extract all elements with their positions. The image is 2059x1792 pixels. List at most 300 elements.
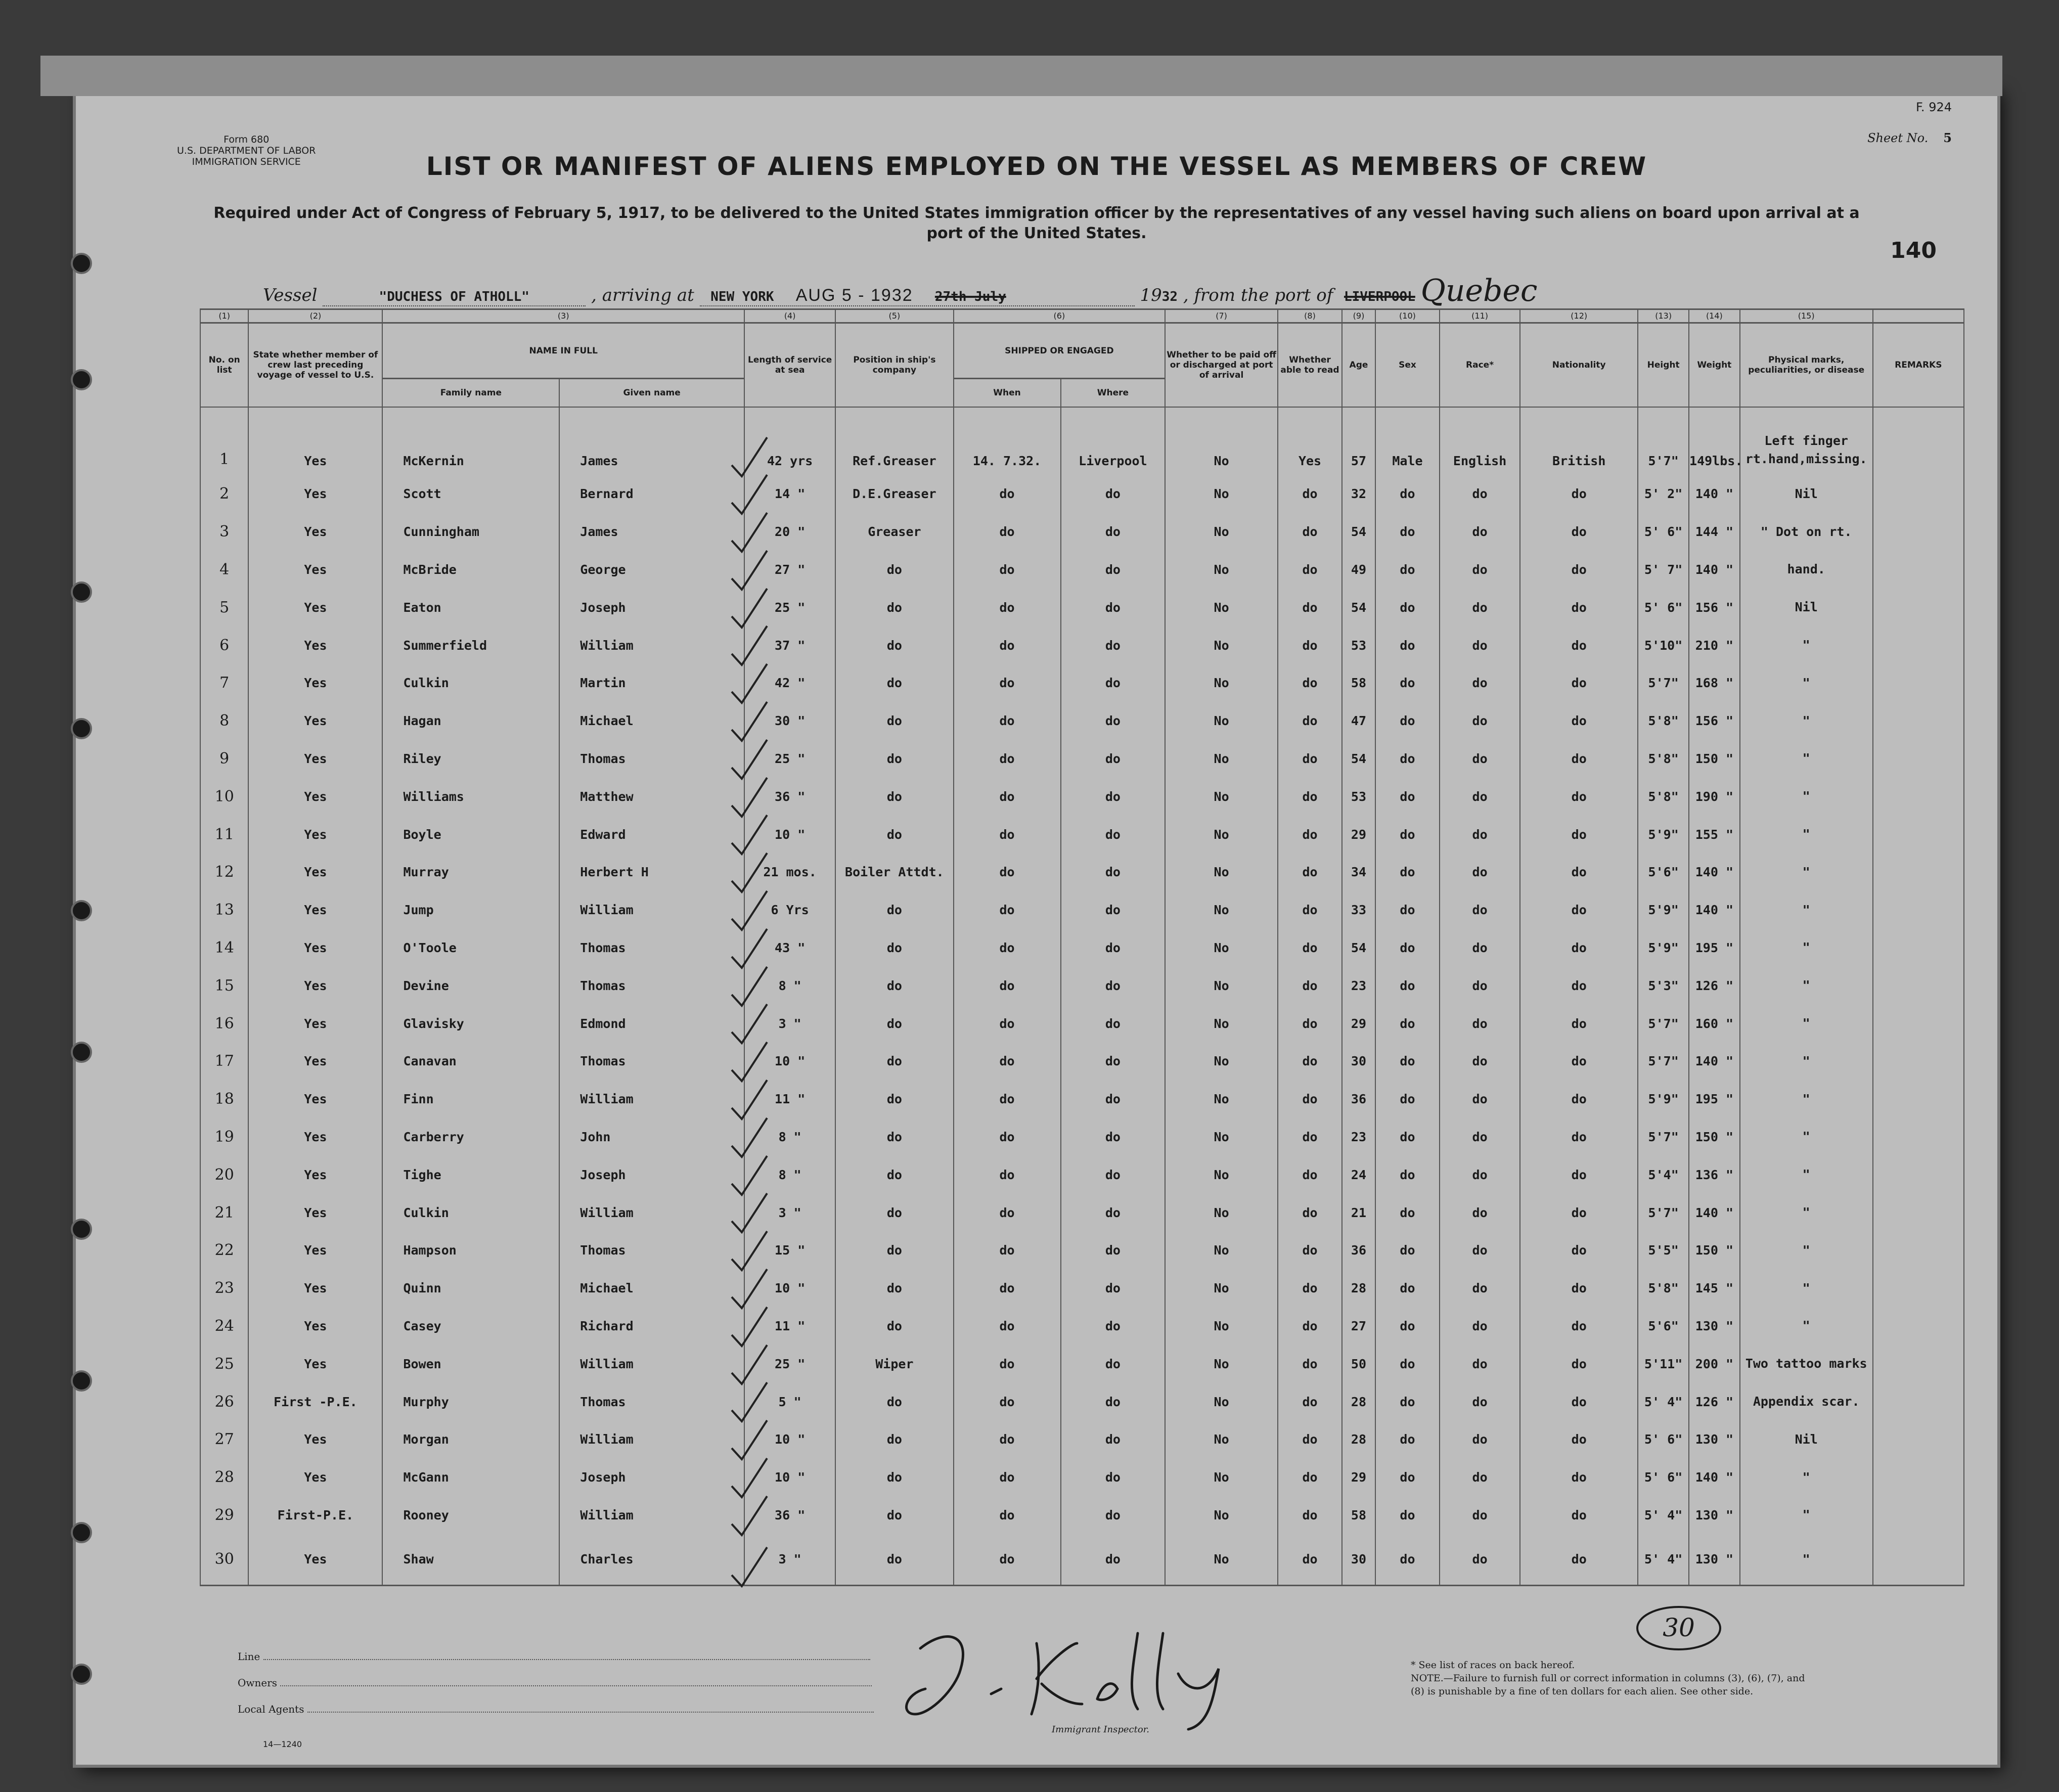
previous-voyage-cell: Yes [248, 589, 382, 626]
remarks-cell [1873, 967, 1964, 1005]
paid-off-cell: No [1165, 626, 1278, 664]
check-mark-stroke [732, 1042, 767, 1081]
check-mark-stroke [732, 1458, 767, 1497]
ship-position-cell: do [835, 1458, 953, 1496]
able-to-read-cell: do [1278, 816, 1342, 854]
ship-position-cell: do [835, 1156, 953, 1194]
family-name-cell: Canavan [382, 1042, 559, 1080]
family-name-cell: Shaw [382, 1534, 559, 1586]
sex-cell: do [1375, 1118, 1440, 1156]
row-number-cell: 3 [200, 513, 248, 551]
check-mark-stroke [732, 891, 767, 930]
crew-rows [200, 407, 1964, 1586]
table-row [200, 551, 1964, 589]
nationality-cell: do [1520, 1496, 1638, 1534]
service-length-cell: 3 " [744, 1534, 835, 1586]
header-age: Age [1342, 323, 1375, 407]
table-row [200, 1307, 1964, 1345]
table-row [200, 1118, 1964, 1156]
able-to-read-cell: do [1278, 778, 1342, 816]
paid-off-cell: No [1165, 853, 1278, 891]
shipped-when-cell: do [954, 778, 1061, 816]
nationality-cell: do [1520, 1156, 1638, 1194]
physical-marks-cell: Nil [1740, 589, 1873, 626]
ship-position-cell: do [835, 551, 953, 589]
table-row [200, 1534, 1964, 1586]
family-name-cell: Rooney [382, 1496, 559, 1534]
physical-marks-cell: " [1740, 664, 1873, 702]
nationality-cell: do [1520, 740, 1638, 778]
given-name-cell: James [559, 407, 744, 475]
given-name-cell: Michael [559, 1269, 744, 1307]
year-suffix: 32 [1161, 289, 1178, 304]
shipped-when-cell: do [954, 1231, 1061, 1269]
previous-voyage-cell: Yes [248, 513, 382, 551]
height-cell: 5' 7" [1638, 551, 1689, 589]
remarks-cell [1873, 664, 1964, 702]
paid-off-cell: No [1165, 551, 1278, 589]
shipped-when-cell: do [954, 1269, 1061, 1307]
previous-voyage-cell: Yes [248, 1269, 382, 1307]
inspector-label: Immigrant Inspector. [1052, 1724, 1150, 1735]
given-name-cell: Edmond [559, 1005, 744, 1043]
row-number-cell: 22 [200, 1231, 248, 1269]
nationality-cell: do [1520, 1534, 1638, 1586]
physical-marks-cell: " [1740, 778, 1873, 816]
age-cell: 36 [1342, 1231, 1375, 1269]
given-name-cell: Bernard [559, 475, 744, 513]
able-to-read-cell: do [1278, 1156, 1342, 1194]
weight-cell: 130 " [1689, 1420, 1740, 1458]
shipped-when-cell: do [954, 1307, 1061, 1345]
row-number-cell: 30 [200, 1534, 248, 1586]
form-code: F. 924 [1915, 100, 1952, 114]
given-name-cell: George [559, 551, 744, 589]
header-where: Where [1061, 379, 1166, 407]
family-name-cell: Quinn [382, 1269, 559, 1307]
able-to-read-cell: do [1278, 1231, 1342, 1269]
previous-voyage-cell: First-P.E. [248, 1496, 382, 1534]
weight-cell: 149lbs. [1689, 407, 1740, 475]
shipped-where-cell: do [1061, 1118, 1166, 1156]
family-name-cell: Cunningham [382, 513, 559, 551]
shipped-when-cell: do [954, 1194, 1061, 1232]
weight-cell: 156 " [1689, 702, 1740, 740]
family-name-cell: Devine [382, 967, 559, 1005]
age-cell: 54 [1342, 589, 1375, 626]
able-to-read-cell: do [1278, 891, 1342, 929]
shipped-where-cell: do [1061, 702, 1166, 740]
footer-form-code: 14—1240 [263, 1739, 302, 1749]
given-name-cell: Thomas [559, 1383, 744, 1421]
table-row [200, 929, 1964, 967]
remarks-cell [1873, 1042, 1964, 1080]
row-number-cell: 19 [200, 1118, 248, 1156]
family-name-cell: Jump [382, 891, 559, 929]
weight-cell: 130 " [1689, 1496, 1740, 1534]
physical-marks-cell: " [1740, 1307, 1873, 1345]
age-cell: 58 [1342, 1496, 1375, 1534]
shipped-where-cell: Liverpool [1061, 407, 1166, 475]
ship-position-cell: Ref.Greaser [835, 407, 953, 475]
weight-cell: 200 " [1689, 1345, 1740, 1383]
header-shipped-engaged: SHIPPED OR ENGAGED [954, 323, 1166, 379]
previous-voyage-cell: Yes [248, 1458, 382, 1496]
weight-cell: 156 " [1689, 589, 1740, 626]
age-cell: 28 [1342, 1383, 1375, 1421]
shipped-where-cell: do [1061, 626, 1166, 664]
previous-voyage-cell: Yes [248, 740, 382, 778]
service-length-cell: 30 " [744, 702, 835, 740]
given-name-cell: William [559, 626, 744, 664]
col-num: (12) [1520, 309, 1638, 323]
sex-cell: do [1375, 967, 1440, 1005]
sex-cell: do [1375, 778, 1440, 816]
able-to-read-cell: do [1278, 853, 1342, 891]
nationality-cell: do [1520, 475, 1638, 513]
row-number-cell: 4 [200, 551, 248, 589]
row-number-cell: 18 [200, 1080, 248, 1118]
service-length-cell: 42 yrs [744, 407, 835, 475]
age-cell: 30 [1342, 1042, 1375, 1080]
nationality-cell: do [1520, 1005, 1638, 1043]
paid-off-cell: No [1165, 740, 1278, 778]
paid-off-cell: No [1165, 1383, 1278, 1421]
shipped-where-cell: do [1061, 1269, 1166, 1307]
physical-marks-cell: " [1740, 1458, 1873, 1496]
nationality-cell: do [1520, 1345, 1638, 1383]
weight-cell: 155 " [1689, 816, 1740, 854]
table-row [200, 407, 1964, 475]
sex-cell: do [1375, 1231, 1440, 1269]
service-length-cell: 25 " [744, 1345, 835, 1383]
shipped-where-cell: do [1061, 1231, 1166, 1269]
service-length-cell: 8 " [744, 967, 835, 1005]
binder-hole [71, 1042, 92, 1063]
able-to-read-cell: do [1278, 1005, 1342, 1043]
col-num: (5) [835, 309, 953, 323]
shipped-when-cell: do [954, 929, 1061, 967]
from-label: , from the port of [1183, 285, 1333, 305]
col-num [1873, 309, 1964, 323]
col-num: (3) [382, 309, 744, 323]
header-when: When [954, 379, 1061, 407]
able-to-read-cell: do [1278, 1080, 1342, 1118]
shipped-where-cell: do [1061, 967, 1166, 1005]
header-able-read: Whether able to read [1278, 323, 1342, 407]
family-name-cell: McBride [382, 551, 559, 589]
table-row [200, 1420, 1964, 1458]
year-prefix: 19 [1140, 285, 1162, 305]
check-mark-stroke [732, 664, 767, 703]
age-cell: 32 [1342, 475, 1375, 513]
previous-voyage-cell: Yes [248, 853, 382, 891]
table-row [200, 1383, 1964, 1421]
age-cell: 33 [1342, 891, 1375, 929]
row-number-cell: 12 [200, 853, 248, 891]
race-cell: do [1440, 1534, 1520, 1586]
paid-off-cell: No [1165, 1042, 1278, 1080]
table-row [200, 702, 1964, 740]
page-number: 140 [1890, 238, 1937, 263]
race-cell: do [1440, 1496, 1520, 1534]
height-cell: 5'7" [1638, 1005, 1689, 1043]
binder-hole [71, 253, 92, 274]
given-name-cell: William [559, 1496, 744, 1534]
crew-manifest-table [200, 308, 1964, 1586]
height-cell: 5' 4" [1638, 1496, 1689, 1534]
sex-cell: do [1375, 1383, 1440, 1421]
nationality-cell: do [1520, 891, 1638, 929]
row-number-cell: 10 [200, 778, 248, 816]
able-to-read-cell: do [1278, 1194, 1342, 1232]
sex-cell: do [1375, 1156, 1440, 1194]
service-length-cell: 15 " [744, 1231, 835, 1269]
able-to-read-cell: do [1278, 1383, 1342, 1421]
height-cell: 5' 6" [1638, 513, 1689, 551]
paid-off-cell: No [1165, 1534, 1278, 1586]
inspector-signature [885, 1613, 1279, 1734]
previous-voyage-cell: Yes [248, 1307, 382, 1345]
weight-cell: 150 " [1689, 1118, 1740, 1156]
remarks-cell [1873, 816, 1964, 854]
header-row-1 [200, 323, 1964, 379]
remarks-cell [1873, 1458, 1964, 1496]
ship-position-cell: Greaser [835, 513, 953, 551]
height-cell: 5'9" [1638, 816, 1689, 854]
previous-voyage-cell: Yes [248, 1194, 382, 1232]
height-cell: 5' 2" [1638, 475, 1689, 513]
nationality-cell: do [1520, 1194, 1638, 1232]
physical-marks-cell: " [1740, 1118, 1873, 1156]
physical-marks-cell: " [1740, 1005, 1873, 1043]
check-mark-stroke [732, 1307, 767, 1346]
circled-count-text: 30 [1663, 1613, 1695, 1642]
family-name-cell: Williams [382, 778, 559, 816]
age-cell: 29 [1342, 1458, 1375, 1496]
physical-marks-cell: " [1740, 1496, 1873, 1534]
paid-off-cell: No [1165, 702, 1278, 740]
sheet-number [1867, 130, 1952, 145]
nationality-cell: do [1520, 853, 1638, 891]
physical-marks-cell: " [1740, 1042, 1873, 1080]
sex-cell: do [1375, 475, 1440, 513]
binder-hole [71, 900, 92, 921]
row-number-cell: 8 [200, 702, 248, 740]
service-length-cell: 20 " [744, 513, 835, 551]
paid-off-cell: No [1165, 778, 1278, 816]
remarks-cell [1873, 1383, 1964, 1421]
row-number-cell: 23 [200, 1269, 248, 1307]
physical-marks-cell: " [1740, 1080, 1873, 1118]
check-mark-stroke [732, 778, 767, 817]
paid-off-cell: No [1165, 589, 1278, 626]
shipped-where-cell: do [1061, 1420, 1166, 1458]
race-cell: do [1440, 1420, 1520, 1458]
given-name-cell: William [559, 1420, 744, 1458]
given-name-cell: William [559, 1080, 744, 1118]
shipped-when-cell: do [954, 1345, 1061, 1383]
race-cell: do [1440, 589, 1520, 626]
row-number-cell: 16 [200, 1005, 248, 1043]
remarks-cell [1873, 475, 1964, 513]
ship-position-cell: do [835, 1118, 953, 1156]
agents-label: Local Agents [238, 1703, 304, 1715]
nationality-cell: do [1520, 1269, 1638, 1307]
able-to-read-cell: do [1278, 1118, 1342, 1156]
col-num: (7) [1165, 309, 1278, 323]
height-cell: 5'11" [1638, 1345, 1689, 1383]
sex-cell: do [1375, 891, 1440, 929]
remarks-cell [1873, 1534, 1964, 1586]
nationality-cell: do [1520, 589, 1638, 626]
previous-voyage-cell: Yes [248, 1005, 382, 1043]
weight-cell: 140 " [1689, 1194, 1740, 1232]
table-row [200, 1080, 1964, 1118]
shipped-when-cell: do [954, 702, 1061, 740]
family-name-cell: O'Toole [382, 929, 559, 967]
nationality-cell: do [1520, 929, 1638, 967]
row-number-cell: 24 [200, 1307, 248, 1345]
race-cell: do [1440, 1042, 1520, 1080]
shipped-where-cell: do [1061, 1194, 1166, 1232]
remarks-cell [1873, 1269, 1964, 1307]
age-cell: 27 [1342, 1307, 1375, 1345]
family-name-cell: Bowen [382, 1345, 559, 1383]
able-to-read-cell: do [1278, 1042, 1342, 1080]
shipped-where-cell: do [1061, 551, 1166, 589]
header-position: Position in ship's company [835, 323, 953, 407]
given-name-cell: Thomas [559, 1042, 744, 1080]
height-cell: 5' 4" [1638, 1534, 1689, 1586]
physical-marks-cell: " [1740, 740, 1873, 778]
arriving-label: , arriving at [591, 285, 694, 305]
race-cell: do [1440, 513, 1520, 551]
binder-hole [71, 369, 92, 390]
check-mark-stroke [732, 1496, 767, 1535]
height-cell: 5'10" [1638, 626, 1689, 664]
nationality-cell: British [1520, 407, 1638, 475]
remarks-cell [1873, 1005, 1964, 1043]
previous-voyage-cell: Yes [248, 407, 382, 475]
paid-off-cell: No [1165, 475, 1278, 513]
service-length-cell: 36 " [744, 778, 835, 816]
header-sex: Sex [1375, 323, 1440, 407]
row-number-cell: 11 [200, 816, 248, 854]
ship-position-cell: Wiper [835, 1345, 953, 1383]
service-length-cell: 3 " [744, 1005, 835, 1043]
race-cell: do [1440, 929, 1520, 967]
nationality-cell: do [1520, 967, 1638, 1005]
previous-voyage-cell: Yes [248, 1118, 382, 1156]
weight-cell: 140 " [1689, 853, 1740, 891]
service-length-cell: 27 " [744, 551, 835, 589]
age-cell: 50 [1342, 1345, 1375, 1383]
shipped-where-cell: do [1061, 1080, 1166, 1118]
sex-cell: do [1375, 1420, 1440, 1458]
paid-off-cell: No [1165, 407, 1278, 475]
nationality-cell: do [1520, 1042, 1638, 1080]
check-mark [729, 1545, 770, 1590]
check-mark-stroke [732, 551, 767, 590]
paid-off-cell: No [1165, 1269, 1278, 1307]
remarks-cell [1873, 551, 1964, 589]
race-cell: do [1440, 1005, 1520, 1043]
race-cell: do [1440, 475, 1520, 513]
race-cell: do [1440, 740, 1520, 778]
service-length-cell: 11 " [744, 1307, 835, 1345]
table-row [200, 891, 1964, 929]
physical-marks-cell: Two tattoo marks [1740, 1345, 1873, 1383]
paid-off-cell: No [1165, 967, 1278, 1005]
remarks-cell [1873, 1496, 1964, 1534]
given-name-cell: William [559, 1345, 744, 1383]
table-row [200, 778, 1964, 816]
given-name-cell: Herbert H [559, 853, 744, 891]
ship-position-cell: do [835, 891, 953, 929]
previous-voyage-cell: Yes [248, 702, 382, 740]
family-name-cell: Murray [382, 853, 559, 891]
manifest-sheet [76, 86, 1997, 1765]
ship-position-cell: do [835, 1534, 953, 1586]
height-cell: 5' 6" [1638, 589, 1689, 626]
ship-position-cell: do [835, 626, 953, 664]
physical-marks-cell: Left finger rt.hand,missing. [1740, 407, 1873, 475]
ship-position-cell: do [835, 929, 953, 967]
previous-voyage-cell: Yes [248, 1231, 382, 1269]
height-cell: 5'7" [1638, 664, 1689, 702]
underlying-sheet-edge [40, 56, 2002, 96]
shipped-when-cell: do [954, 475, 1061, 513]
sex-cell: do [1375, 551, 1440, 589]
shipped-where-cell: do [1061, 1383, 1166, 1421]
shipped-when-cell: do [954, 1080, 1061, 1118]
binder-hole [71, 1664, 92, 1685]
able-to-read-cell: do [1278, 551, 1342, 589]
race-cell: do [1440, 967, 1520, 1005]
previous-voyage-cell: Yes [248, 551, 382, 589]
nationality-cell: do [1520, 1080, 1638, 1118]
row-number-cell: 13 [200, 891, 248, 929]
remarks-cell [1873, 740, 1964, 778]
shipped-when-cell: do [954, 1420, 1061, 1458]
given-name-cell: James [559, 513, 744, 551]
service-length-cell: 25 " [744, 740, 835, 778]
nationality-cell: do [1520, 1118, 1638, 1156]
table-row [200, 664, 1964, 702]
previous-voyage-cell: Yes [248, 816, 382, 854]
height-cell: 5'8" [1638, 702, 1689, 740]
sex-cell: Male [1375, 407, 1440, 475]
shipped-when-cell: do [954, 1118, 1061, 1156]
paid-off-cell: No [1165, 1194, 1278, 1232]
family-name-cell: Boyle [382, 816, 559, 854]
shipped-when-cell: do [954, 891, 1061, 929]
header-physical-marks: Physical marks, peculiarities, or disease [1740, 323, 1873, 407]
shipped-when-cell: do [954, 513, 1061, 551]
check-mark [729, 1494, 770, 1539]
header-paid-off: Whether to be paid off or discharged at port of arrival [1165, 323, 1278, 407]
vessel-line [263, 273, 1881, 309]
able-to-read-cell: do [1278, 1534, 1342, 1586]
binder-hole [71, 581, 92, 603]
remarks-cell [1873, 853, 1964, 891]
given-name-cell: Matthew [559, 778, 744, 816]
sex-cell: do [1375, 1269, 1440, 1307]
shipped-when-cell: 14. 7.32. [954, 407, 1061, 475]
ship-position-cell: do [835, 1042, 953, 1080]
age-cell: 49 [1342, 551, 1375, 589]
